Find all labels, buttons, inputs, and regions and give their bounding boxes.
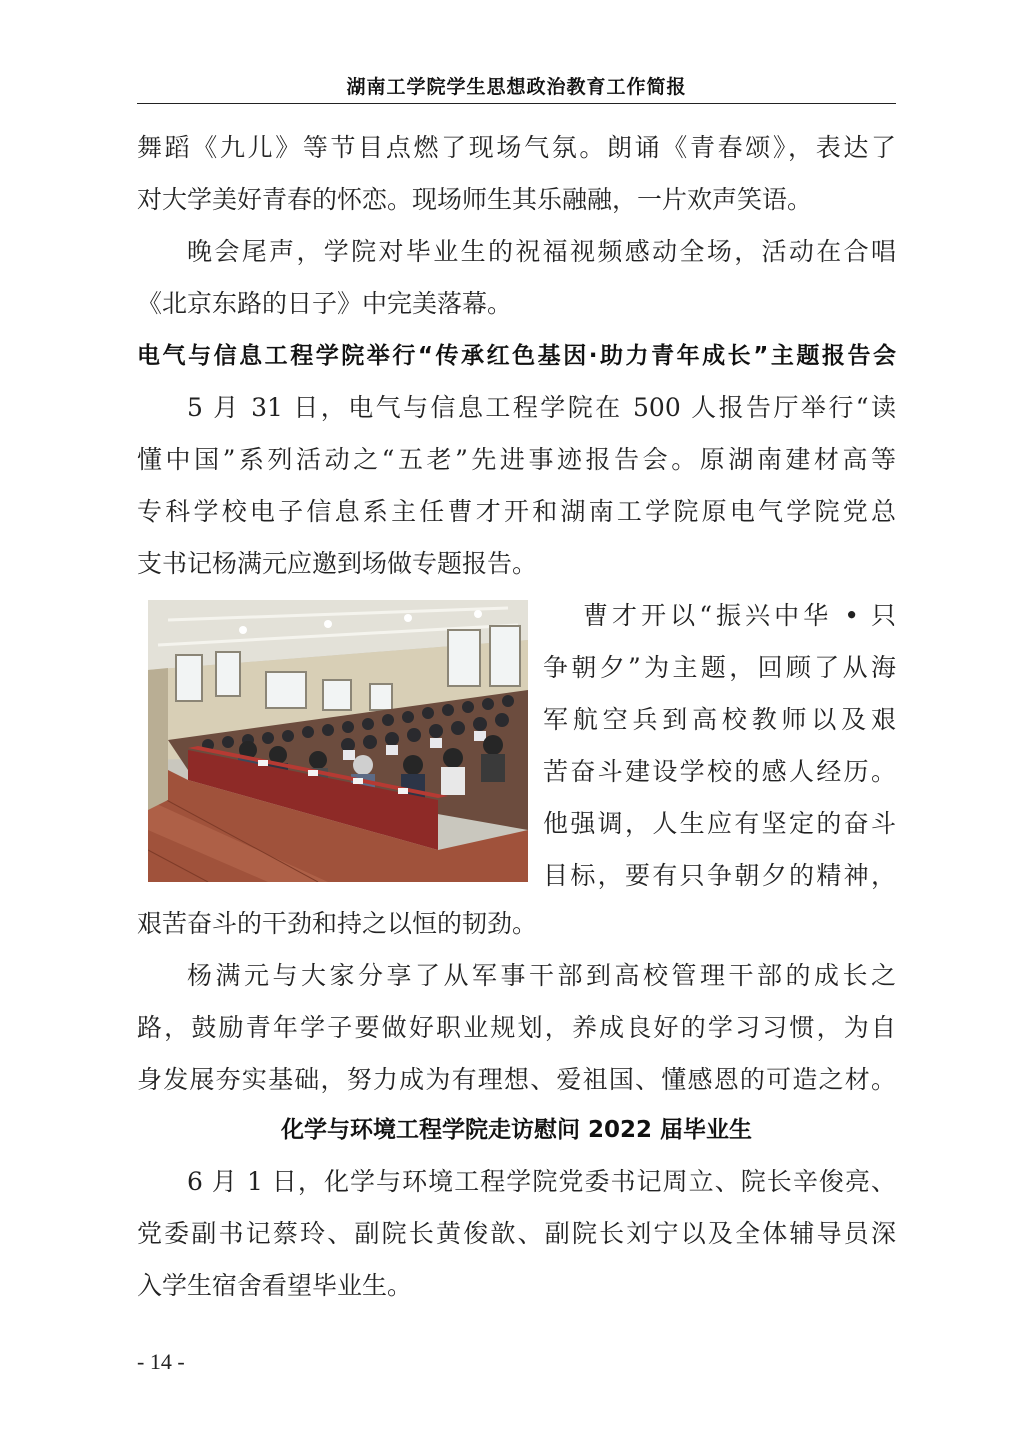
paragraph-line: 党委副书记蔡玲、副院长黄俊歆、副院长刘宁以及全体辅导员深	[137, 1219, 896, 1248]
paragraph-line: 苦奋斗建设学校的感人经历。	[543, 757, 896, 786]
paragraph-line: 对大学美好青春的怀恋。现场师生其乐融融，一片欢声笑语。	[137, 185, 813, 214]
running-header: 湖南工学院学生思想政治教育工作简报	[346, 76, 687, 98]
paragraph-line: 舞蹈《九儿》等节目点燃了现场气氛。朗诵《青春颂》，表达了	[137, 133, 896, 162]
paragraph-line: 曹才开以“振兴中华 • 只	[583, 601, 896, 630]
paragraph-line: 路，鼓励青年学子要做好职业规划，养成良好的学习习惯，为自	[137, 1013, 896, 1042]
paragraph-line: 争朝夕”为主题，回顾了从海	[543, 653, 896, 682]
paragraph-line: 杨满元与大家分享了从军事干部到高校管理干部的成长之	[187, 961, 896, 990]
page-number: - 14 -	[137, 1349, 185, 1374]
paragraph-line: 《北京东路的日子》中完美落幕。	[137, 289, 513, 318]
paragraph-line: 晚会尾声，学院对毕业生的祝福视频感动全场，活动在合唱	[187, 237, 896, 266]
paragraph-line: 目标，要有只争朝夕的精神，	[543, 861, 896, 890]
header-rule	[137, 103, 896, 104]
paragraph-line: 入学生宿舍看望毕业生。	[137, 1271, 413, 1300]
paragraph-line: 他强调，人生应有坚定的奋斗	[543, 809, 896, 838]
lecture-hall-photo	[148, 600, 528, 882]
paragraph-line: 6 月 1 日，化学与环境工程学院党委书记周立、院长辛俊亮、	[187, 1167, 896, 1196]
paragraph-line: 身发展夯实基础，努力成为有理想、爱祖国、懂感恩的可造之材。	[137, 1065, 896, 1094]
article-heading: 电气与信息工程学院举行“传承红色基因·助力青年成长”主题报告会	[137, 343, 896, 369]
paragraph-line: 军航空兵到高校教师以及艰	[543, 705, 896, 734]
paragraph-line: 支书记杨满元应邀到场做专题报告。	[137, 549, 538, 578]
paragraph-line: 5 月 31 日，电气与信息工程学院在 500 人报告厅举行“读	[187, 393, 896, 422]
paragraph-line: 专科学校电子信息系主任曹才开和湖南工学院原电气学院党总	[137, 497, 896, 526]
paragraph-line: 懂中国”系列活动之“五老”先进事迹报告会。原湖南建材高等	[137, 445, 896, 474]
paragraph-line: 艰苦奋斗的干劲和持之以恒的韧劲。	[137, 909, 538, 938]
article-heading: 化学与环境工程学院走访慰问 2022 届毕业生	[280, 1117, 753, 1143]
